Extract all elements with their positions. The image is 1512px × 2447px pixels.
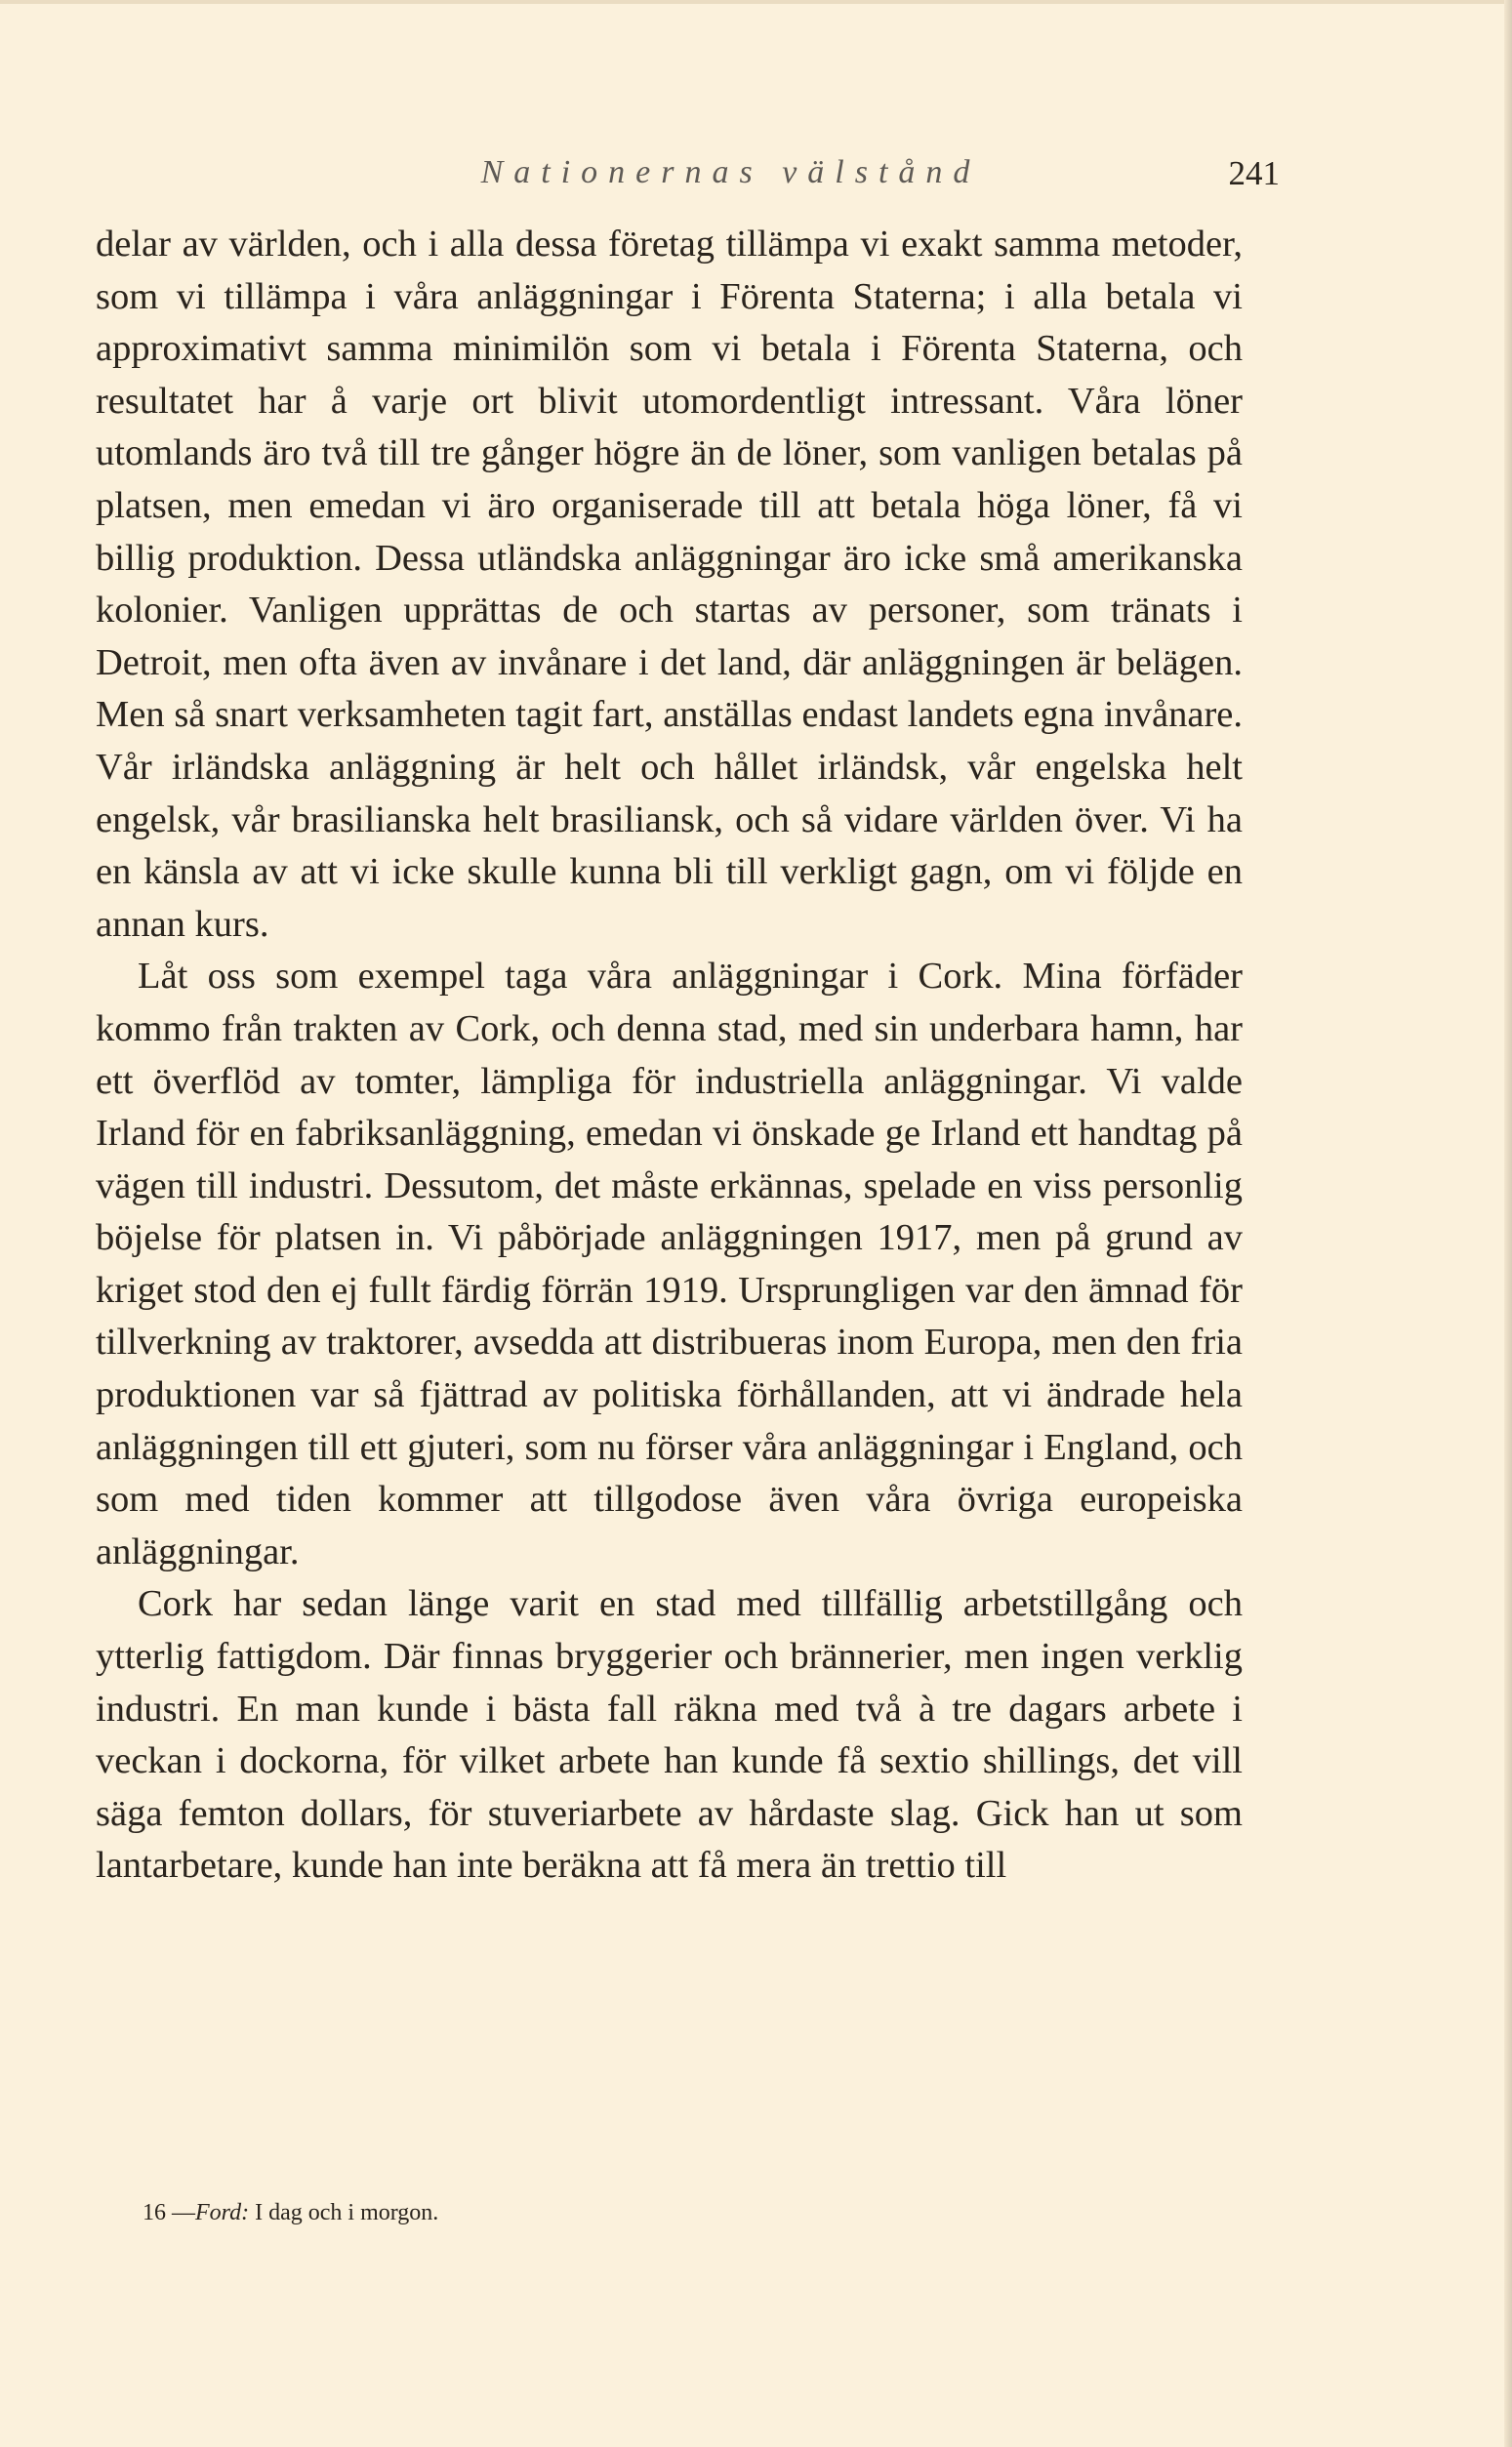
footer-author: Ford: [195,2200,250,2225]
paragraph-2: Låt oss som exempel taga våra anläggningar i Cork. Mina förfäder kommo från trakten av Cork, och denna stad, med sin underbara hamn, har ett överflöd av tomter, lämpliga för industriella anläggningar. Vi valde Irland för en fabriksanläggning, emedan vi önskade ge Irland ett handtag på vägen till industri. Dessutom, det måste erkännas, spelade en viss personlig böjelse för platsen in. Vi påbörjade anläggningen 1917, men på grund av kriget stod den ej fullt färdig förrän 1919. Ursprungligen var den ämnad för tillverkning av traktorer, avsedda att distribueras inom Europa, men den fria produktionen var så fjättrad av politiska förhållanden, att vi ändrade hela anläggningen till ett gjuteri, som nu förser våra anläggningar i England, och som med tiden kommer att tillgodose även våra övriga europeiska anläggningar. [96,956,1243,1572]
page-number: 241 [1228,154,1280,192]
paragraph-3: Cork har sedan länge varit en stad med tillfällig arbetstillgång och ytterlig fattigdom. Där finnas bryggerier och brännerier, men ingen verklig industri. En man kunde i bästa fall räkna med två à tre dagars arbete i veckan i dockorna, för vilket arbete han kunde få sextio shillings, det vill säga femton dollars, för stuveriarbete av hårdaste slag. Gick han ut som lantarbetare, kunde han inte beräkna att få mera än trettio till [96,1583,1243,1887]
footer-book-title: I dag och i morgon. [255,2200,439,2225]
signature-number: 16 [143,2200,166,2225]
running-title: Nationernas välstånd [480,154,981,190]
body-text [96,219,1243,1893]
page-right-edge [1504,0,1512,2447]
paragraph-1: delar av världen, och i alla dessa företag tillämpa vi exakt samma metoder, som vi tillämpa i våra anläggningar i Förenta Staterna; i alla betala vi approximativt samma minimilön som vi betala i Förenta Staterna, och resultatet har å varje ort blivit utomordentligt intressant. Våra löner utomlands äro två till tre gånger högre än de löner, som vanligen betalas på platsen, men emedan vi äro organiserade till att betala höga löner, få vi billig produktion. Dessa utländska anläggningar äro icke små amerikanska kolonier. Vanligen upprättas de och startas av personer, som tränats i Detroit, men ofta även av invånare i det land, där anläggningen är belägen. Men så snart verksamheten tagit fart, anställas endast landets egna invånare. Vår irländska anläggning är helt och hållet irländsk, vår engelska helt engelsk, vår brasilianska helt brasiliansk, och så vidare världen över. Vi ha en känsla av att vi icke skulle kunna bli till verkligt gagn, om vi följde en annan kurs. [96,224,1243,945]
signature-line [143,2200,438,2226]
page-top-edge [0,0,1512,4]
signature-dash: — [172,2200,195,2225]
page-header [182,154,1280,209]
